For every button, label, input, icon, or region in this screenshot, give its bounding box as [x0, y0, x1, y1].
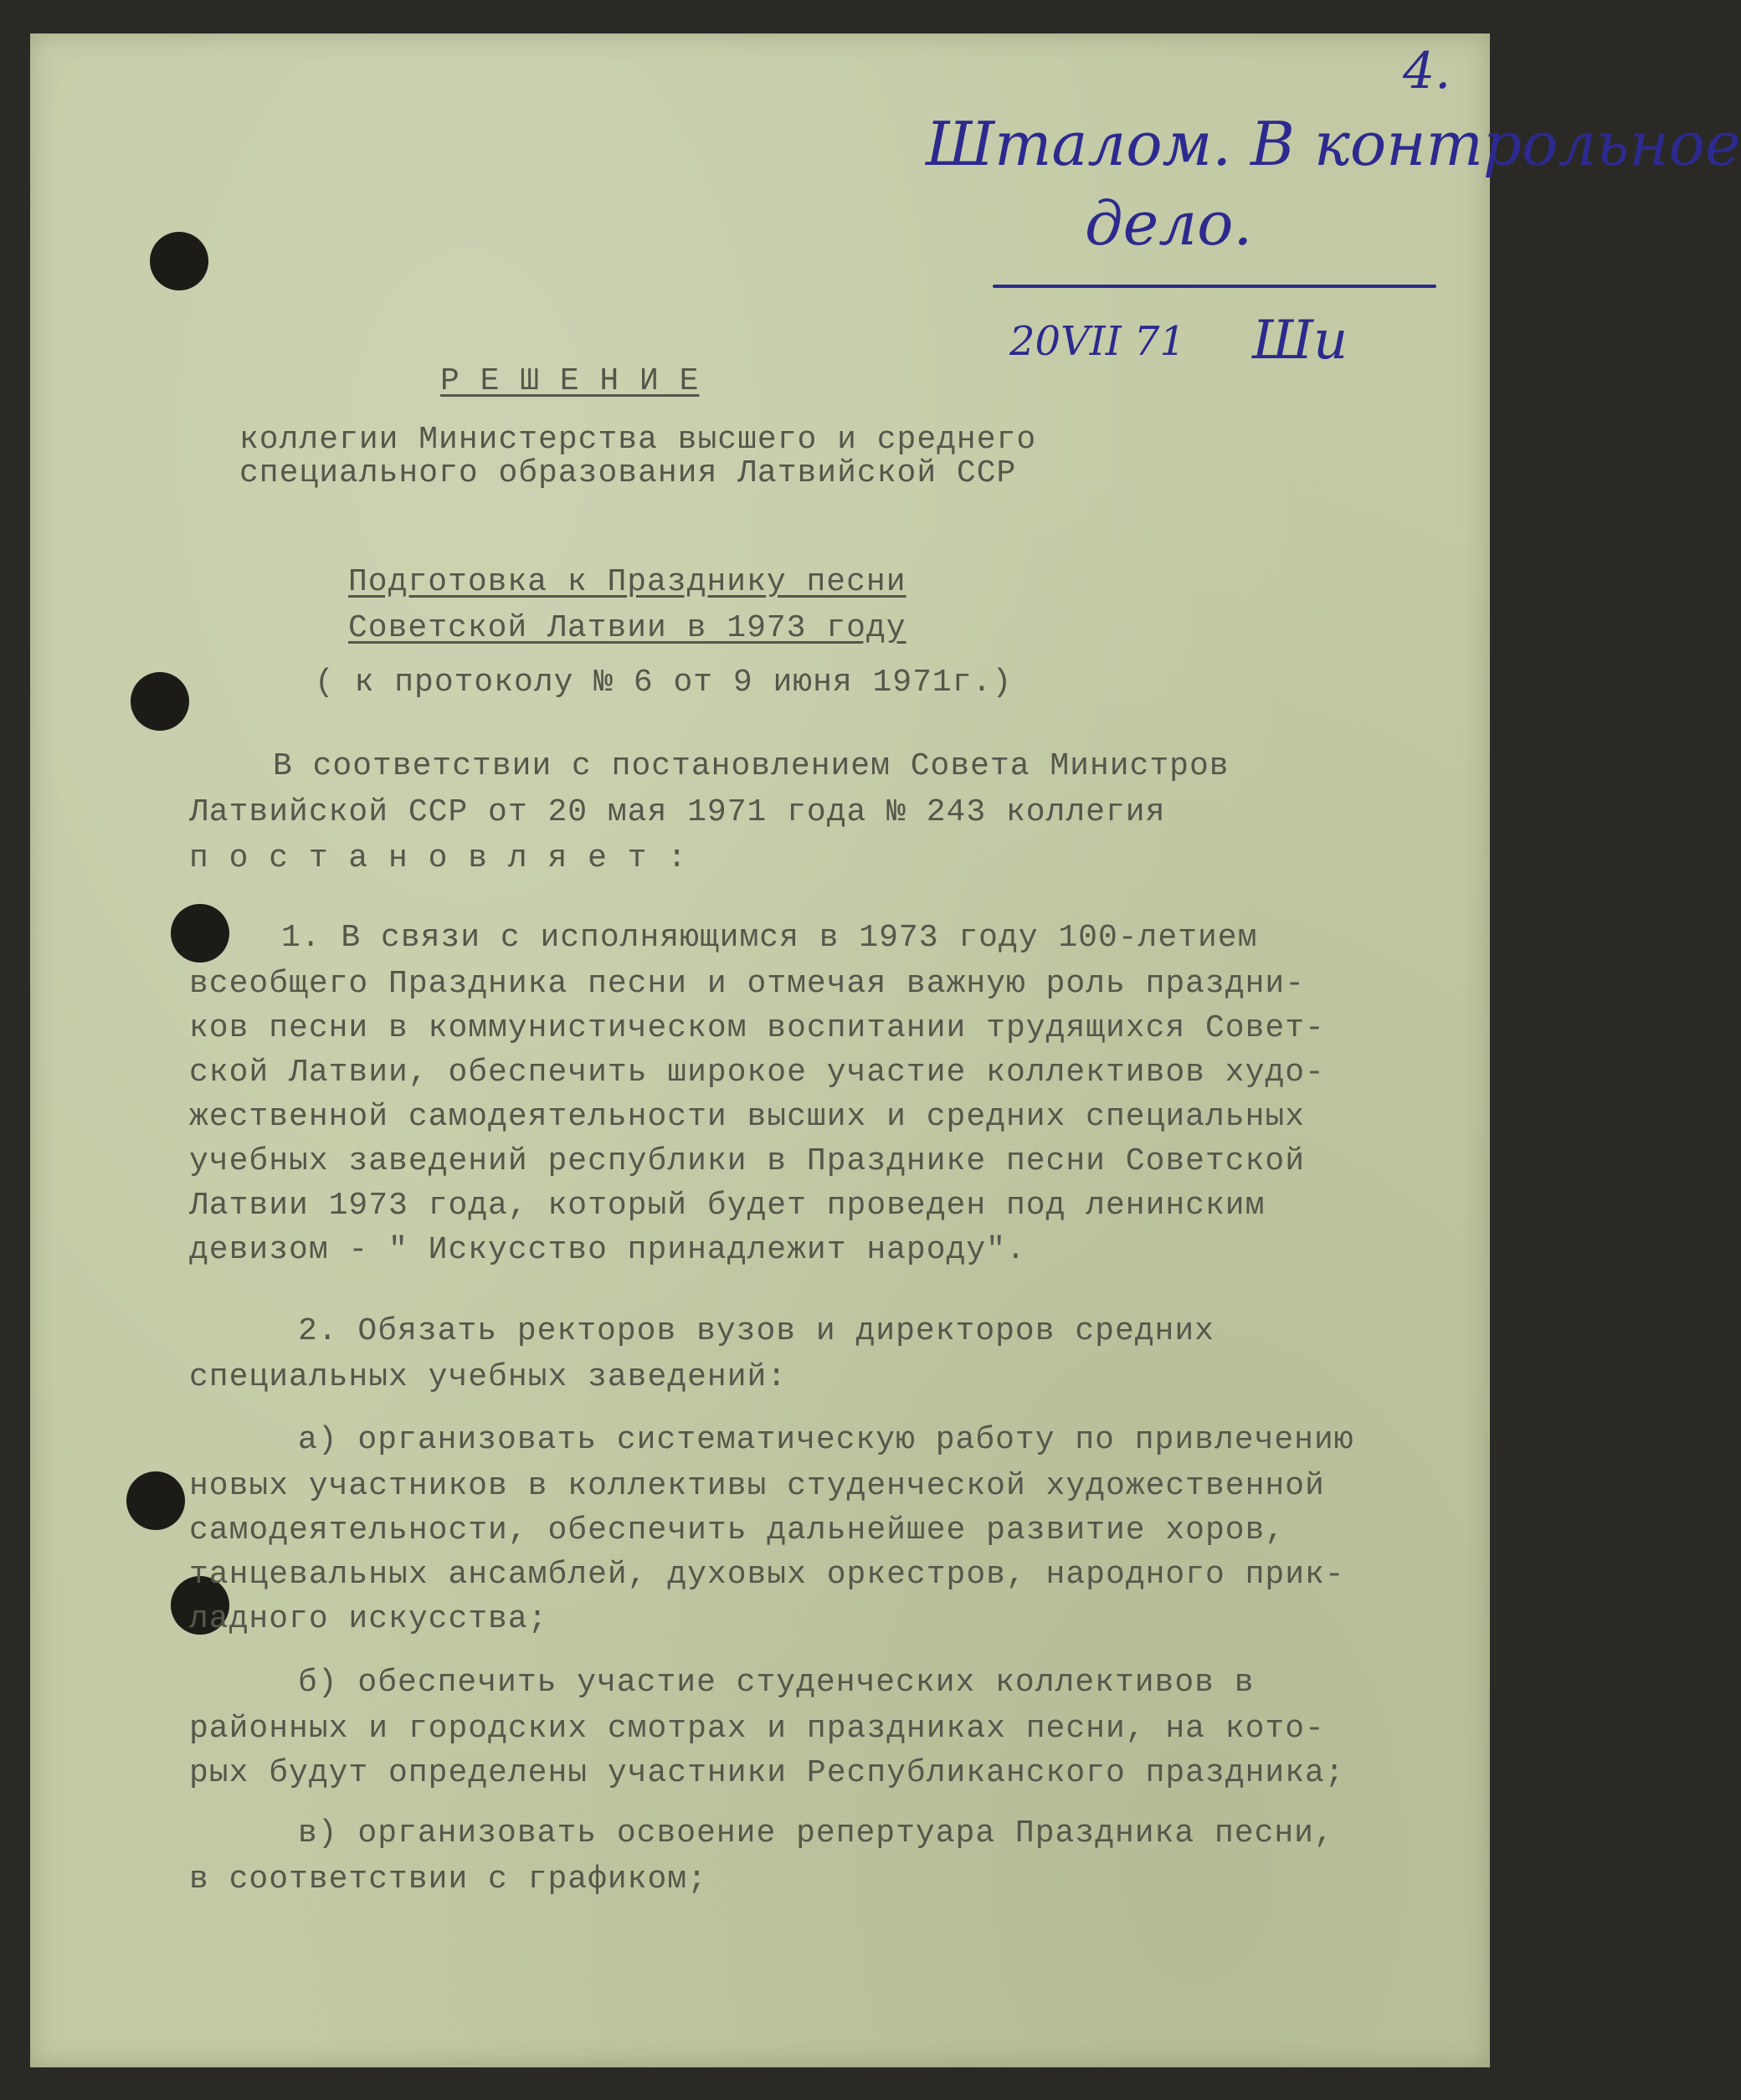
- item1-line: Латвии 1973 года, который будет проведен под ленинским: [189, 1188, 1266, 1224]
- item1-line: всеобщего Праздника песни и отмечая важную роль праздни-: [189, 966, 1306, 1002]
- item1-line: 1. В связи с исполняющимся в 1973 году 100-летием: [281, 920, 1258, 956]
- subtitle-line1: коллегии Министерства высшего и среднего: [239, 422, 1037, 458]
- protocol-reference: ( к протоколу № 6 от 9 июня 1971г.): [315, 665, 1013, 701]
- item2b-line: б) обеспечить участие студенческих коллективов в: [298, 1665, 1255, 1701]
- item2-line: 2. Обязать ректоров вузов и директоров средних: [298, 1313, 1215, 1349]
- item1-line: ков песни в коммунистическом воспитании трудящихся Совет-: [189, 1010, 1325, 1046]
- document-page: [30, 33, 1741, 2067]
- topic-line2: Советской Латвии в 1973 году: [348, 610, 906, 646]
- punch-hole: [131, 672, 189, 731]
- item1-line: жественной самодеятельности высших и средних специальных: [189, 1099, 1306, 1135]
- item2-line: специальных учебных заведений:: [189, 1359, 788, 1395]
- item2a-line: а) организовать систематическую работу по привлечению: [298, 1422, 1354, 1458]
- item1-line: ской Латвии, обеспечить широкое участие коллективов худо-: [189, 1055, 1325, 1091]
- item1-line: учебных заведений республики в Празднике песни Советской: [189, 1143, 1306, 1179]
- intro-line: Латвийской ССР от 20 мая 1971 года № 243 коллегия: [189, 794, 1166, 830]
- item2c-line: в соответствии с графиком;: [189, 1861, 707, 1897]
- item2b-line: районных и городских смотрах и праздниках песни, на кото-: [189, 1711, 1325, 1747]
- punch-hole: [150, 232, 208, 290]
- intro-decides: п о с т а н о в л я е т :: [189, 840, 688, 876]
- item2a-line: ладного искусства;: [189, 1601, 548, 1637]
- item2a-line: танцевальных ансамблей, духовых оркестров, народного прик-: [189, 1557, 1345, 1593]
- subtitle-line2: специального образования Латвийской ССР: [239, 455, 1017, 491]
- handwritten-date: 20VII 71: [1009, 318, 1185, 365]
- handwritten-note-line1: Шталом. В контрольное: [926, 109, 1741, 179]
- handwritten-signature: Ши: [1252, 310, 1348, 372]
- item2b-line: рых будут определены участники Республиканского праздника;: [189, 1755, 1345, 1791]
- item2a-line: самодеятельности, обеспечить дальнейшее развитие хоров,: [189, 1512, 1286, 1548]
- item2c-line: в) организовать освоение репертуара Праздника песни,: [298, 1815, 1334, 1851]
- handwritten-page-number: 4.: [1403, 42, 1451, 100]
- item1-line: девизом - " Искусство принадлежит народу".: [189, 1232, 1026, 1268]
- punch-hole: [171, 904, 229, 963]
- topic-line1: Подготовка к Празднику песни: [348, 564, 906, 600]
- handwritten-underline: [993, 285, 1436, 288]
- document-title: Р Е Ш Е Н И Е: [440, 363, 700, 399]
- punch-hole: [126, 1471, 185, 1530]
- item2a-line: новых участников в коллективы студенческой художественной: [189, 1468, 1325, 1504]
- handwritten-note-line2: дело.: [1085, 188, 1253, 259]
- intro-line: В соответствии с постановлением Совета Министров: [273, 748, 1230, 784]
